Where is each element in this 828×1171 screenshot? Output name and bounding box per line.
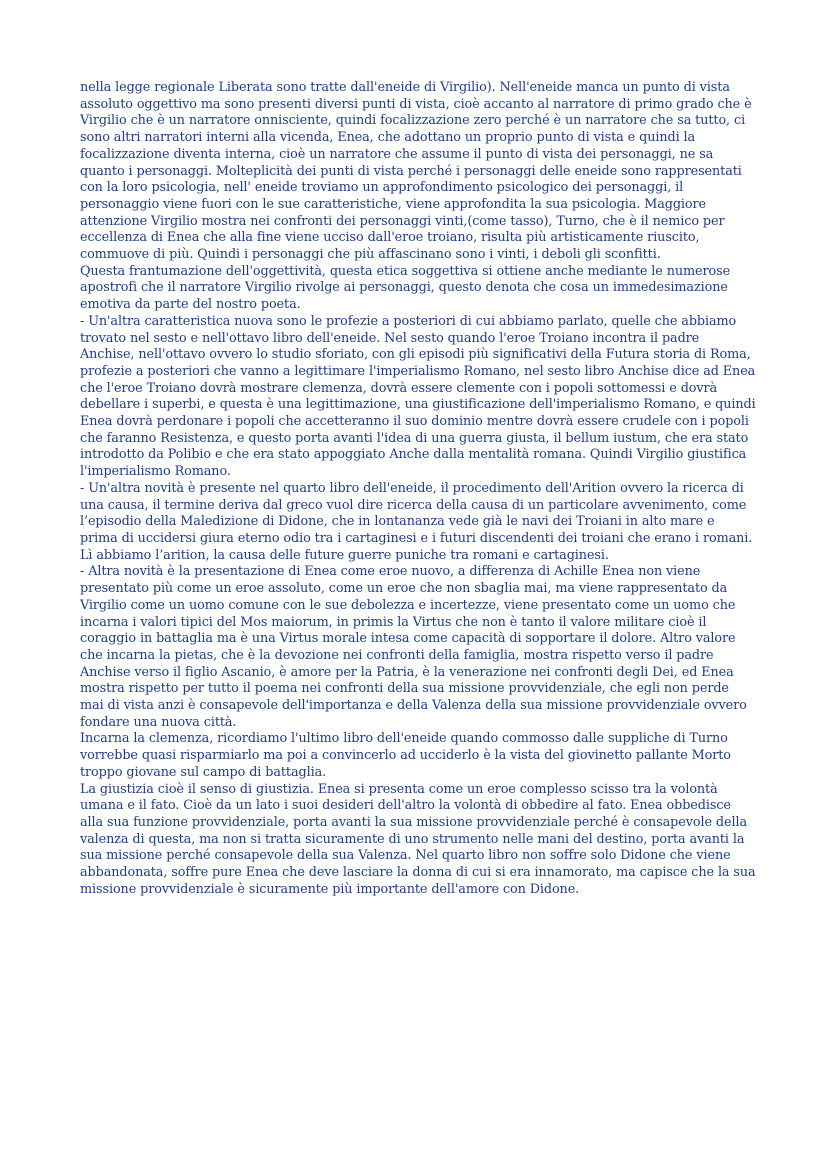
paragraph-arition: - Un'altra novità è presente nel quarto libro dell'eneide, il procedimento dell'Arition ovvero la ricerca di una causa, il termine deriva dal greco vuol dire ricerca della causa di un particolare avvenimento, come l’episodio della Maledizione di Didone, che in lontananza vede già le navi dei Troiani in alto mare e prima di uccidersi giura eterno odio tra i cartaginesi e i futuri discendenti dei troiani che erano i romani. Lì abbiamo l’arition, la causa delle future guerre puniche tra romani e cartaginesi. [80, 480, 753, 563]
paragraph-apostrophes: Questa frantumazione dell'oggettività, questa etica soggettiva si ottiene anche mediante le numerose apostrofi che il narratore Virgilio rivolge ai personaggi, questo denota che cosa un immedesimazione emotiva da parte del nostro poeta. [80, 263, 731, 313]
paragraph-clemency: Incarna la clemenza, ricordiamo l'ultimo libro dell'eneide quando commosso dalle suppliche di Turno vorrebbe quasi risparmiarlo ma poi a convincerlo ad ucciderlo è la vista del giovinetto pallante Morto troppo giovane sul campo di battaglia. [80, 731, 731, 780]
paragraph-narrative-viewpoints: nella legge regionale Liberata sono tratte dall'eneide di Virgilio). Nell'eneide manca un punto di vista assoluto oggettivo ma sono presenti diversi punti di vista, cioè accanto al narratore di primo grado che è Virgilio che è un narratore onnisciente, quindi focalizzazione zero perché è un narratore che sa tutto, ci sono altri narratori interni alla vicenda, Enea, che adottano un proprio punto di vista e quindi la focalizzazione diventa interna, cioè un narratore che assume il punto di vista dei personaggi, ne sa quanto i personaggi. Molteplicità dei punti di vista perché i personaggi delle eneide sono rappresentati con la loro psicologia, nell' eneide troviamo un approfondimento psicologico dei personaggi, il personaggio viene fuori con le sue caratteristiche, viene approfondita la sua psicologia. Maggiore attenzione Virgilio mostra nei confronti dei personaggi vinti,(come tasso), Turno, che è il nemico per eccellenza di Enea che alla fine viene ucciso dall'eroe troiano, risulta più artisticamente riuscito, commuove di più. Quindi i personaggi che più affascinano sono i vinti, i deboli gli sconfitti. [80, 80, 752, 263]
document-page [80, 80, 756, 898]
paragraph-prophecies: - Un'altra caratteristica nuova sono le profezie a posteriori di cui abbiamo parlato, quelle che abbiamo trovato nel sesto e nell'ottavo libro dell'eneide. Nel sesto quando l'eroe Troiano incontra il padre Anchise, nell'ottavo ovvero lo studio sforiato, con gli episodi più significativi della Futura storia di Roma, profezie a posteriori che vanno a legittimare l'imperialismo Romano, nel sesto libro Anchise dice ad Enea che l'eroe Troiano dovrà mostrare clemenza, dovrà essere clemente con i popoli sottomessi e dovrà debellare i superbi, e questa è una legittimazione, una giustificazione dell'imperialismo Romano, e quindi Enea dovrà perdonare i popoli che accetteranno il suo dominio mentre dovrà essere crudele con i popoli che faranno Resistenza, e questo porta avanti l'idea di una guerra giusta, il bellum iustum, che era stato introdotto da Polibio e che era stato appoggiato Anche dalla mentalità romana. Quindi Virgilio giustifica l'imperialismo Romano. [80, 313, 756, 480]
paragraph-enea-new-hero: - Altra novità è la presentazione di Enea come eroe nuovo, a differenza di Achille Enea non viene presentato più come un eroe assoluto, come un eroe che non sbaglia mai, ma viene rappresentato da Virgilio come un uomo comune con le sue debolezza e incertezze, viene presentato come un uomo che incarna i valori tipici del Mos maiorum, in primis la Virtus che non è tanto il valore militare cioè il coraggio in battaglia ma è una Virtus morale intesa come capacità di sopportare il dolore. Altro valore che incarna la pietas, che è la devozione nei confronti della famiglia, mostra rispetto verso il padre Anchise verso il figlio Ascanio, è amore per la Patria, è la venerazione nei confronti degli Dei, ed Enea mostra rispetto per tutto il poema nei confronti della sua missione provvidenziale, che egli non perde mai di vista anzi è consapevole dell'importanza e della Valenza della sua missione provvidenziale ovvero fondare una nuova città. [80, 564, 747, 730]
paragraph-justice: La giustizia cioè il senso di giustizia. Enea si presenta come un eroe complesso scisso tra la volontà umana e il fato. Cioè da un lato i suoi desideri dell'altro la volontà di obbedire al fato. Enea obbedisce alla sua funzione provvidenziale, porta avanti la sua missione provvidenziale perché è consapevole della valenza di questa, ma non si tratta sicuramente di uno strumento nelle mani del destino, porta avanti la sua missione perché consapevole della sua Valenza. Nel quarto libro non soffre solo Didone che viene abbandonata, soffre pure Enea che deve lasciare la donna di cui si era innamorato, ma capisce che la sua missione provvidenziale è sicuramente più importante dell'amore con Didone. [80, 781, 756, 897]
